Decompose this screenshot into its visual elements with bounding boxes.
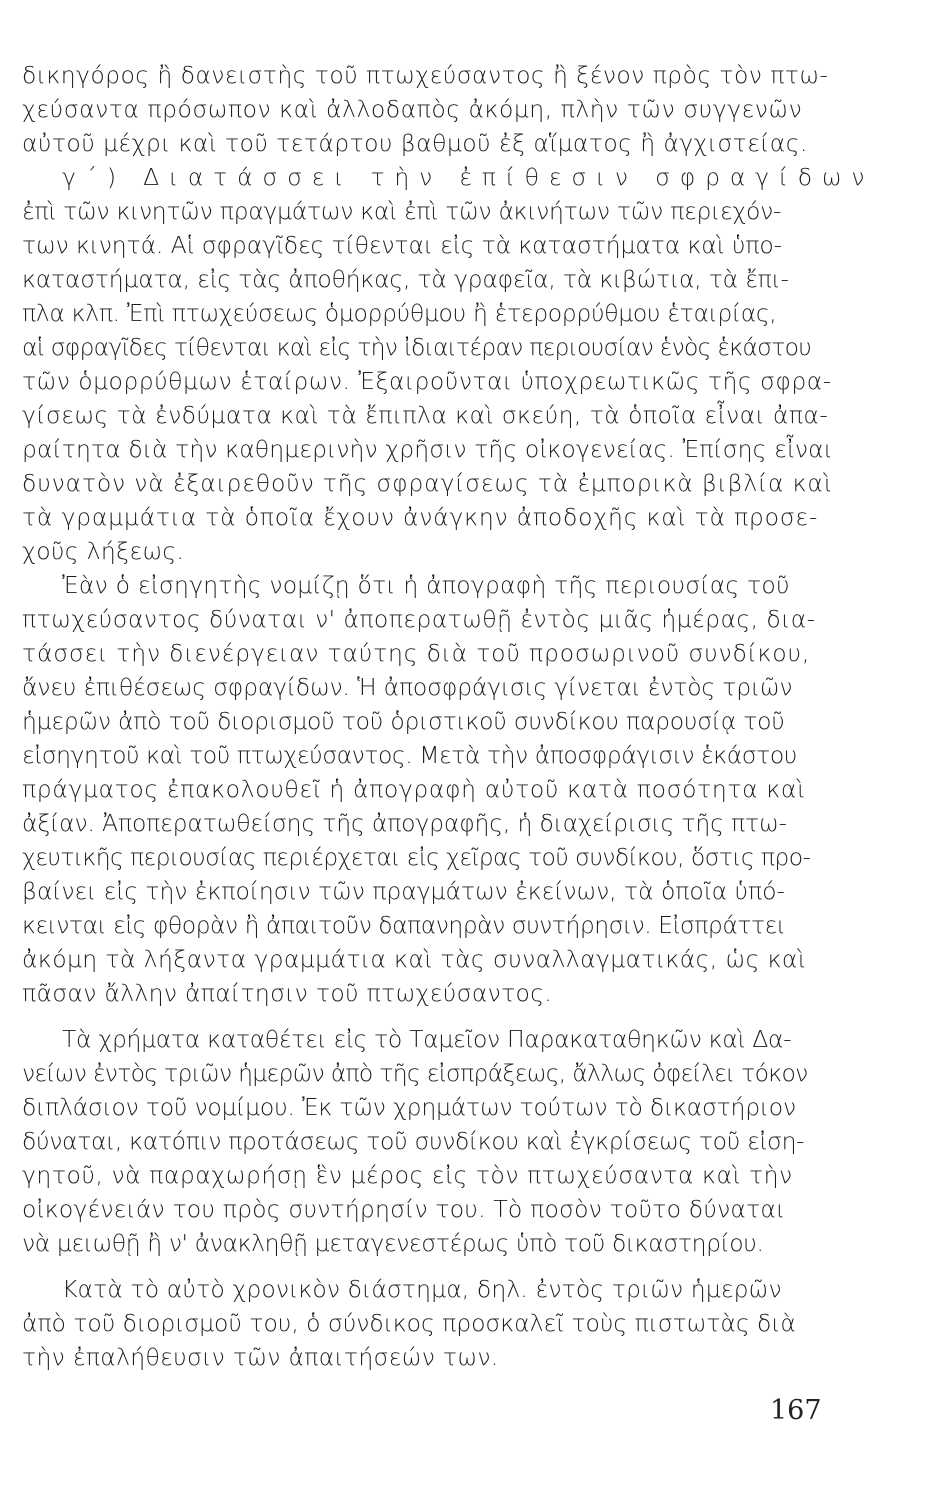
- text-line: γητοῦ, νὰ παραχωρήσῃ ἓν μέρος εἰς τὸν πτωχεύσαντα καὶ τὴν: [22, 1161, 793, 1189]
- text-line: ἀπὸ τοῦ διορισμοῦ του, ὁ σύνδικος προσκαλεῖ τοὺς πιστωτὰς διὰ: [22, 1309, 796, 1337]
- text-line: πλα κλπ. Ἐπὶ πτωχεύσεως ὁμορρύθμου ἢ ἑτερορρύθμου ἑταιρίας,: [22, 299, 777, 327]
- text-line: Τὰ χρήματα καταθέτει εἰς τὸ Ταμεῖον Παρακαταθηκῶν καὶ Δα-: [62, 1025, 792, 1053]
- text-line: τὰ γραμμάτια τὰ ὁποῖα ἔχουν ἀνάγκην ἀποδοχῆς καὶ τὰ προσε-: [22, 503, 819, 531]
- text-line: δυνατὸν νὰ ἐξαιρεθοῦν τῆς σφραγίσεως τὰ ἐμπορικὰ βιβλία καὶ: [22, 469, 833, 497]
- text-line: τάσσει τὴν διενέργειαν ταύτης διὰ τοῦ προσωρινοῦ συνδίκου,: [22, 639, 811, 667]
- text-line: εἰσηγητοῦ καὶ τοῦ πτωχεύσαντος. Μετὰ τὴν ἀποσφράγισιν ἑκάστου: [22, 741, 797, 769]
- page-number: 167: [770, 1395, 822, 1426]
- text-line: ἐπὶ τῶν κινητῶν πραγμάτων καὶ ἐπὶ τῶν ἀκινήτων τῶν περιεχόν-: [22, 197, 782, 225]
- text-line: χοῦς λήξεως.: [22, 537, 185, 565]
- text-line: ἄνευ ἐπιθέσεως σφραγίδων. Ἡ ἀποσφράγισις γίνεται ἐντὸς τριῶν: [22, 673, 793, 701]
- text-line: βαίνει εἰς τὴν ἐκποίησιν τῶν πραγμάτων ἐκείνων, τὰ ὁποῖα ὑπό-: [22, 877, 785, 905]
- text-line: χεύσαντα πρόσωπον καὶ ἀλλοδαπὸς ἀκόμη, πλὴν τῶν συγγενῶν: [22, 95, 803, 123]
- text-line: ραίτητα διὰ τὴν καθημερινὴν χρῆσιν τῆς οἰκογενείας. Ἐπίσης εἶναι: [22, 435, 833, 463]
- text-line: Ἐὰν ὁ εἰσηγητὴς νομίζῃ ὅτι ἡ ἀπογραφὴ τῆς περιουσίας τοῦ: [62, 571, 790, 599]
- text-line: δικηγόρος ἢ δανειστὴς τοῦ πτωχεύσαντος ἢ ξένον πρὸς τὸν πτω-: [22, 61, 829, 89]
- text-line: κεινται εἰς φθορὰν ἢ ἀπαιτοῦν δαπανηρὰν συντήρησιν. Εἰσπράττει: [22, 911, 786, 939]
- text-line: καταστήματα, εἰς τὰς ἀποθήκας, τὰ γραφεῖα, τὰ κιβώτια, τὰ ἔπι-: [22, 265, 789, 293]
- text-line: νὰ μειωθῇ ἢ ν' ἀνακληθῇ μεταγενεστέρως ὑπὸ τοῦ δικαστηρίου.: [22, 1229, 764, 1257]
- text-line: των κινητά. Αἱ σφραγῖδες τίθενται εἰς τὰ καταστήματα καὶ ὑπο-: [22, 231, 782, 259]
- text-line: διπλάσιον τοῦ νομίμου. Ἐκ τῶν χρημάτων τούτων τὸ δικαστήριον: [22, 1093, 796, 1121]
- text-line: ἀξίαν. Ἀποπερατωθείσης τῆς ἀπογραφῆς, ἡ διαχείρισις τῆς πτω-: [22, 809, 787, 837]
- text-line: αἱ σφραγῖδες τίθενται καὶ εἰς τὴν ἰδιαιτέραν περιουσίαν ἑνὸς ἑκάστου: [22, 333, 812, 361]
- text-line: πράγματος ἐπακολουθεῖ ἡ ἀπογραφὴ αὐτοῦ κατὰ ποσότητα καὶ: [22, 775, 806, 803]
- text-line: Κατὰ τὸ αὐτὸ χρονικὸν διάστημα, δηλ. ἐντὸς τριῶν ἡμερῶν: [62, 1275, 782, 1303]
- text-line: πτωχεύσαντος δύναται ν' ἀποπερατωθῇ ἐντὸς μιᾶς ἡμέρας, δια-: [22, 605, 816, 633]
- text-line: γίσεως τὰ ἐνδύματα καὶ τὰ ἔπιπλα καὶ σκεύη, τὰ ὁποῖα εἶναι ἀπα-: [22, 401, 829, 429]
- text-line: αὐτοῦ μέχρι καὶ τοῦ τετάρτου βαθμοῦ ἐξ αἵματος ἢ ἀγχιστείας.: [22, 129, 808, 157]
- text-line: γ΄) Διατάσσει τὴν ἐπίθεσιν σφραγίδων: [62, 163, 875, 191]
- text-line: χευτικῆς περιουσίας περιέρχεται εἰς χεῖρας τοῦ συνδίκου, ὅστις προ-: [22, 843, 811, 871]
- text-line: νείων ἐντὸς τριῶν ἡμερῶν ἀπὸ τῆς εἰσπράξεως, ἄλλως ὀφείλει τόκον: [22, 1059, 808, 1087]
- text-line: δύναται, κατόπιν προτάσεως τοῦ συνδίκου καὶ ἐγκρίσεως τοῦ εἰση-: [22, 1127, 805, 1155]
- text-line: πᾶσαν ἄλλην ἀπαίτησιν τοῦ πτωχεύσαντος.: [22, 979, 553, 1007]
- text-line: τὴν ἐπαλήθευσιν τῶν ἀπαιτήσεών των.: [22, 1343, 499, 1371]
- text-line: ἡμερῶν ἀπὸ τοῦ διορισμοῦ τοῦ ὁριστικοῦ συνδίκου παρουσίᾳ τοῦ: [22, 707, 785, 735]
- text-line: ἀκόμη τὰ λήξαντα γραμμάτια καὶ τὰς συναλλαγματικάς, ὡς καὶ: [22, 945, 807, 973]
- text-line: τῶν ὁμορρύθμων ἑταίρων. Ἐξαιροῦνται ὑποχρεωτικῶς τῆς σφρα-: [22, 367, 832, 395]
- text-line: οἰκογένειάν του πρὸς συντήρησίν του. Τὸ ποσὸν τοῦτο δύναται: [22, 1195, 786, 1223]
